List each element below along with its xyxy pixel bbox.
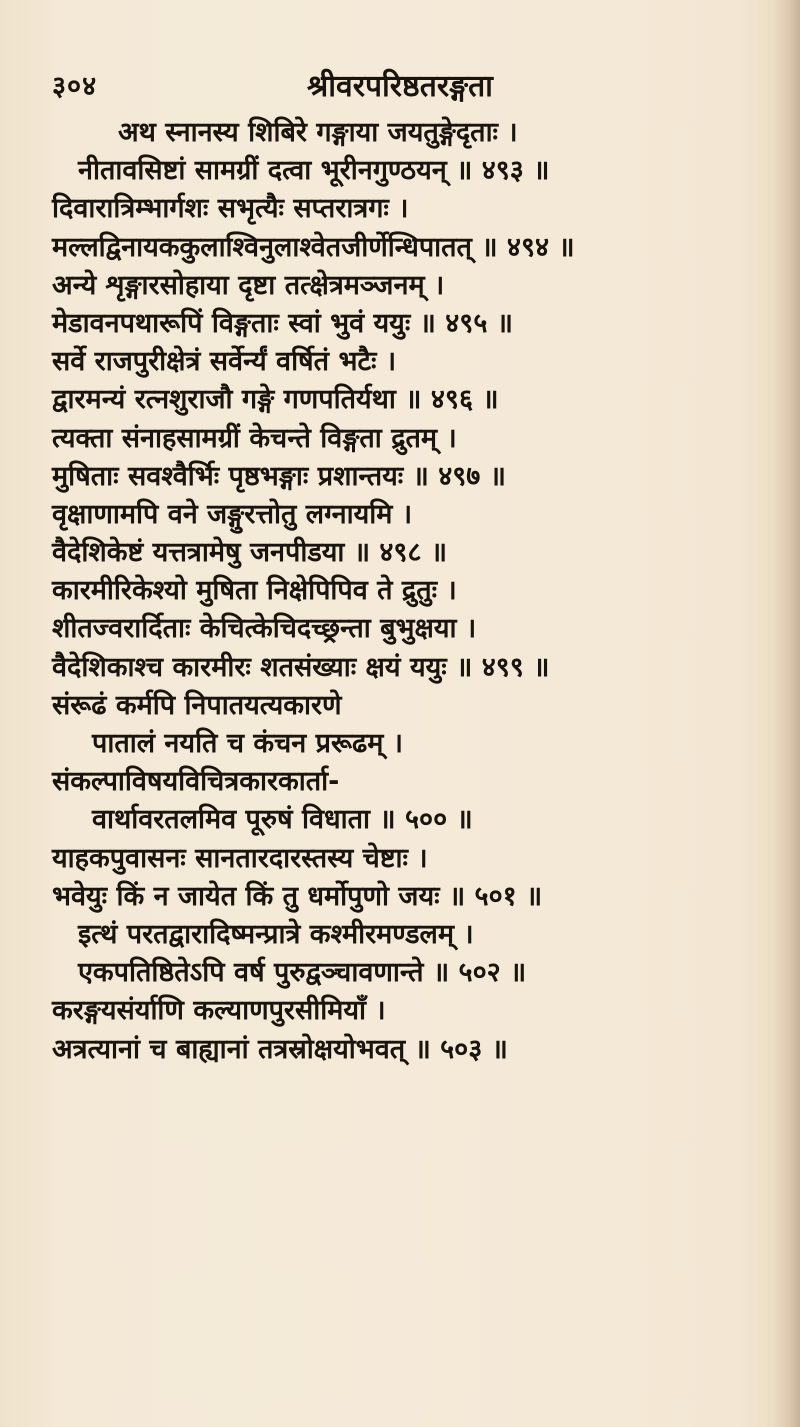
verse-line bbox=[0, 458, 800, 496]
verse-line bbox=[0, 381, 800, 419]
verse-line-text: एकपतिष्ठितेऽपि वर्ष पुरुद्वञ्चावणान्ते ॥ ५०२ ॥ bbox=[78, 957, 527, 989]
verse-line bbox=[0, 114, 800, 152]
verse-line-text: भवेयुः किं न जायेत किं तु धर्मोपुणो जयः ॥ ५०१ ॥ bbox=[52, 880, 543, 912]
verse-line bbox=[0, 420, 800, 458]
verse-line-text: वैदेशिकाश्च कारमीरः शतसंख्याः क्षयं ययुः ॥ ४९९ ॥ bbox=[52, 651, 550, 683]
verse-line bbox=[0, 1031, 800, 1069]
verse-line-text: अत्रत्यानां च बाह्यानां तत्रस्रोक्षयोभवत् ॥ ५०३ ॥ bbox=[52, 1033, 508, 1065]
page-number: ३०४ bbox=[52, 71, 98, 102]
verse-line-text: इत्थं परतद्वारादिष्मन्प्रात्रे कश्मीरमण्डलम् । bbox=[78, 918, 474, 950]
verse-line bbox=[0, 649, 800, 687]
verse-line bbox=[0, 725, 800, 763]
verse-line bbox=[0, 840, 800, 878]
verse-line-text: अन्ये शृङ्गारसोहाया दृष्टा तत्क्षेत्रमञ्जनम् । bbox=[52, 269, 445, 301]
verse-line bbox=[0, 916, 800, 954]
verse-line bbox=[0, 343, 800, 381]
verse-line-text: दिवारात्रिम्भार्गशः सभृत्यैः सप्तरात्रगः । bbox=[52, 193, 409, 225]
verse-line-text: संरूढं कर्मपि निपातयत्यकारणे bbox=[52, 689, 342, 721]
verse-line-text: शीतज्वरार्दिताः केचित्केचिदच्छ्रन्ता बुभुक्षया । bbox=[52, 613, 477, 645]
verse-line-text: द्वारमन्यं रत्नशुराजौ गङ्गे गणपतिर्यथा ॥ ४९६ ॥ bbox=[52, 384, 499, 416]
verse-line-text: त्यक्ता संनाहसामग्रीं केचन्ते विङ्गता द्रुतम् । bbox=[52, 422, 457, 454]
verse-line-text: मेडावनपथारूपिं विङ्गताः स्वां भुवं ययुः ॥ ४९५ ॥ bbox=[52, 307, 513, 339]
page-header bbox=[0, 58, 800, 108]
verse-line-text: करङ्गयसंर्याणि कल्याणपुरसीमियाँ । bbox=[52, 995, 386, 1027]
verse-line-text: वृक्षाणामपि वने जङ्गुरत्तोतु लग्नायमि । bbox=[52, 498, 413, 530]
verse-line-text: वैदेशिकेष्टं यत्तत्रामेषु जनपीडया ॥ ४९८ ॥ bbox=[52, 537, 448, 569]
verse-line bbox=[0, 305, 800, 343]
running-title: श्रीवरपरिष्ठतरङ्गता bbox=[307, 69, 493, 104]
verse-line-text: मल्लद्विनायककुलाश्विनुलाश्वेतजीर्णेन्धिपातत् ॥ ४९४ ॥ bbox=[52, 231, 575, 263]
verse-line bbox=[0, 801, 800, 839]
verse-line bbox=[0, 992, 800, 1030]
verse-line bbox=[0, 610, 800, 648]
verse-line-text: वार्थावरतलमिव पूरुषं विधाता ॥ ५०० ॥ bbox=[92, 804, 473, 836]
verse-line bbox=[0, 687, 800, 725]
verse-line bbox=[0, 496, 800, 534]
verse-line bbox=[0, 572, 800, 610]
verse-line-text: अथ स्नानस्य शिबिरे गङ्गाया जयतुङ्गेदृताः । bbox=[118, 117, 518, 148]
verse-line-text: सर्वे राजपुरीक्षेत्रं सर्वेर्न्यं वर्षितं भटैः । bbox=[52, 346, 397, 378]
verse-line bbox=[0, 763, 800, 801]
verse-line bbox=[0, 267, 800, 305]
verse-line bbox=[0, 229, 800, 267]
verse-line-text: कारमीरिकेश्यो मुषिता निक्षेपिपिव ते द्रुतुः । bbox=[52, 575, 457, 607]
verse-line-text: याहकपुवासनः सानतारदारस्तस्य चेष्टाः । bbox=[52, 842, 428, 874]
verse-line bbox=[0, 190, 800, 228]
verse-line bbox=[0, 152, 800, 190]
verse-line-text: मुषिताः सवश्वैर्भिः पृष्ठभङ्गाः प्रशान्तयः ॥ ४९७ ॥ bbox=[52, 460, 506, 492]
verse-line bbox=[0, 878, 800, 916]
verse-block bbox=[0, 114, 800, 1069]
verse-line-text: संकल्पाविषयविचित्रकारकार्ता- bbox=[52, 766, 340, 798]
verse-line-text: नीतावसिष्टां सामग्रीं दत्वा भूरीनगुण्ठयन् ॥ ४९३ ॥ bbox=[78, 155, 550, 187]
verse-line bbox=[0, 954, 800, 992]
verse-line-text: पातालं नयति च कंचन प्ररूढम् । bbox=[92, 728, 403, 759]
verse-line bbox=[0, 534, 800, 572]
